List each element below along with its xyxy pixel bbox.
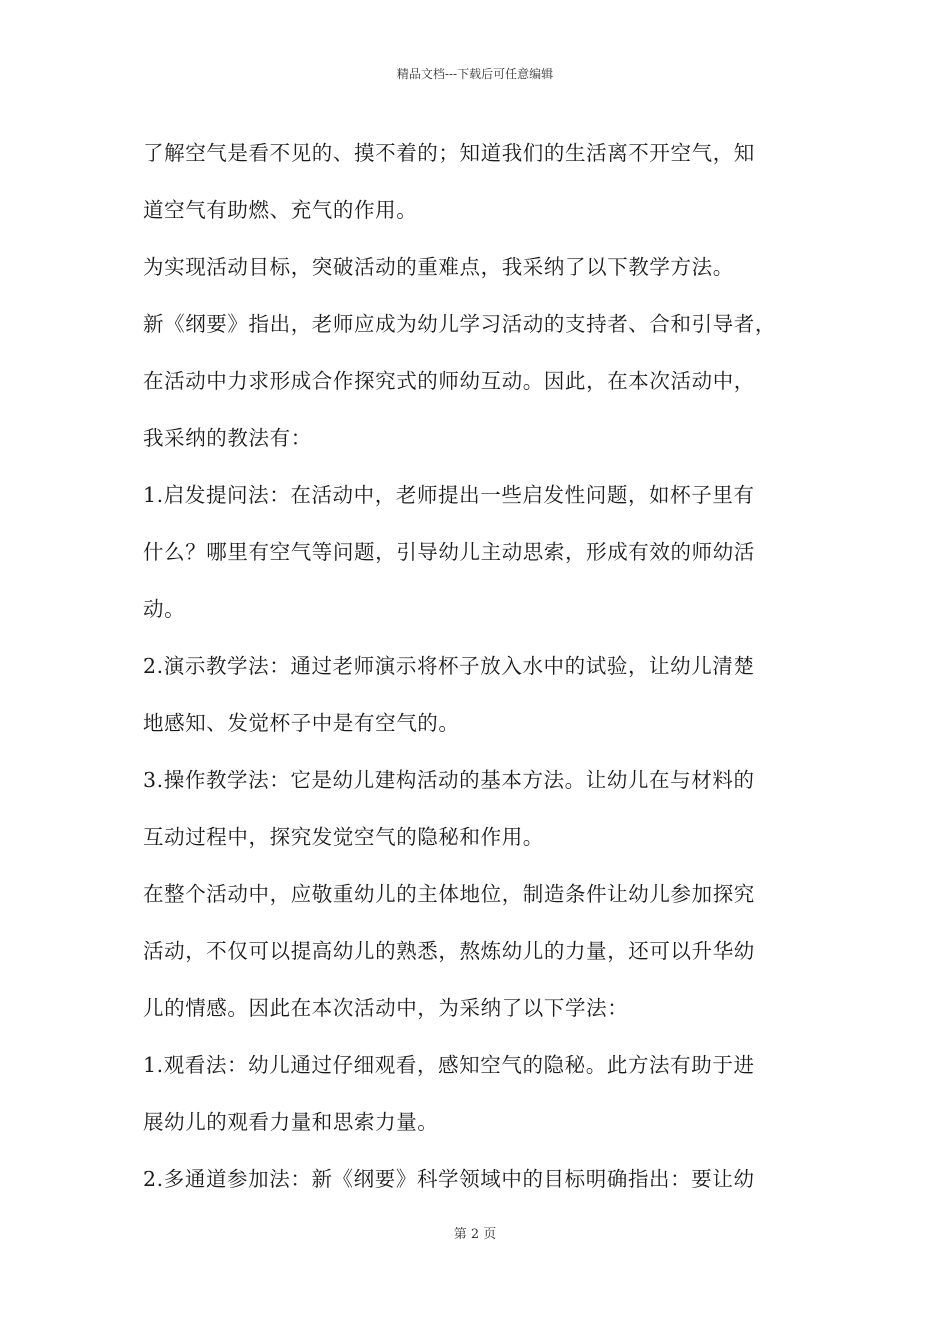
body-line: 展幼儿的观看力量和思索力量。 (143, 1110, 439, 1134)
body-line: 互动过程中，探究发觉空气的隐秘和作用。 (143, 825, 544, 849)
body-line: 2.多通道参加法：新《纲要》科学领域中的目标明确指出：要让幼 (143, 1167, 755, 1191)
body-line: 道空气有助燃、充气的作用。 (143, 198, 418, 222)
body-line: 新《纲要》指出，老师应成为幼儿学习活动的支持者、合和引导者， (143, 312, 776, 336)
body-line: 动。 (143, 597, 186, 621)
body-line: 为实现活动目标，突破活动的重难点，我采纳了以下教学方法。 (143, 255, 734, 279)
body-line: 1.观看法：幼儿通过仔细观看，感知空气的隐秘。此方法有助于进 (143, 1053, 755, 1077)
page-header: 精品文档---下载后可任意编辑 (396, 67, 554, 81)
body-line: 我采纳的教法有： (143, 426, 312, 450)
page-number: 第 2 页 (453, 1227, 497, 1242)
body-line: 活动，不仅可以提高幼儿的熟悉，熬炼幼儿的力量，还可以升华幼 (143, 939, 755, 963)
body-line: 1.启发提问法：在活动中，老师提出一些启发性问题，如杯子里有 (143, 483, 755, 507)
body-line: 地感知、发觉杯子中是有空气的。 (143, 711, 460, 735)
document-body (143, 133, 813, 1216)
body-line: 什么？哪里有空气等问题，引导幼儿主动思索，形成有效的师幼活 (143, 540, 755, 564)
body-line: 儿的情感。因此在本次活动中，为采纳了以下学法： (143, 996, 629, 1020)
body-line: 在活动中力求形成合作探究式的师幼互动。因此，在本次活动中， (143, 369, 755, 393)
body-line: 2.演示教学法：通过老师演示将杯子放入水中的试验，让幼儿清楚 (143, 654, 755, 678)
body-line: 3.操作教学法：它是幼儿建构活动的基本方法。让幼儿在与材料的 (143, 768, 755, 792)
body-line: 在整个活动中，应敬重幼儿的主体地位，制造条件让幼儿参加探究 (143, 882, 755, 906)
body-line: 了解空气是看不见的、摸不着的；知道我们的生活离不开空气，知 (143, 141, 755, 165)
